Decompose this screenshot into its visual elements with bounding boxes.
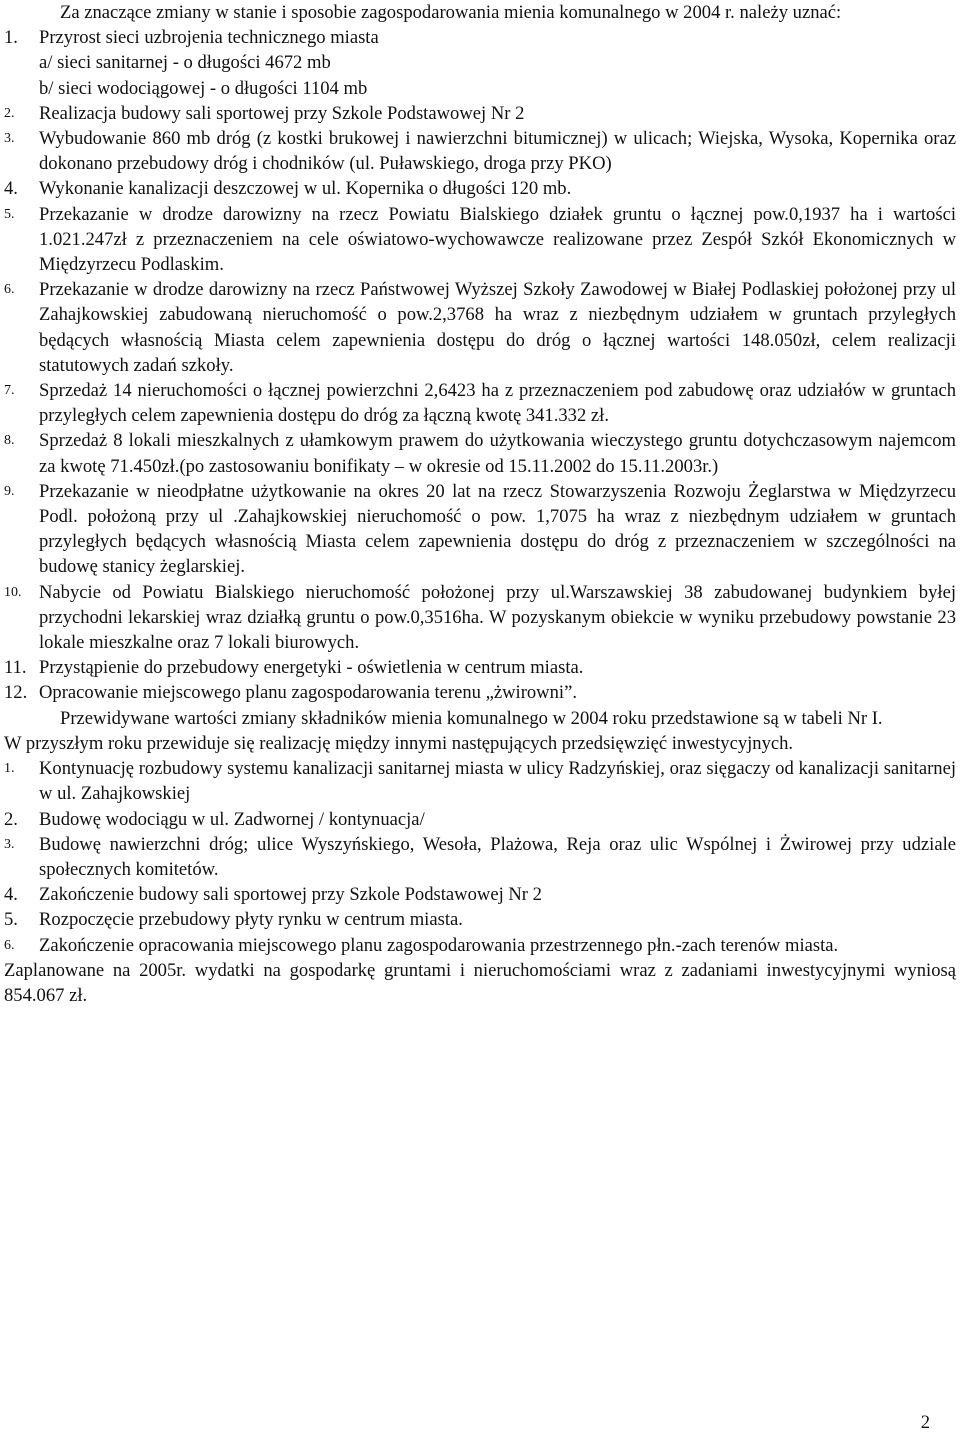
change-item-1-sub-b: b/ sieci wodociągowej - o długości 1104 mb [39,77,368,99]
list-text: Wybudowanie 860 mb dróg (z kostki brukowej i nawierzchni bitumicznej) w ulicach; Wiejska, Wysoka, Kopernika oraz dokonano przebudowy dróg i chodników (ul. Puławskiego, droga przy PKO) [39,128,956,175]
future-item-1 [4,756,956,806]
list-text: Przystąpienie do przebudowy energetyki - oświetlenia w centrum miasta. [39,657,584,679]
change-item-1 [4,25,956,50]
list-text: Sprzedaż 8 lokali mieszkalnych z ułamkowym prawem do użytkowania wieczystego gruntu dotychczasowym najemcom za kwotę 71.450zł.(po zastosowaniu bonifikaty – w okresie od 15.11.2002 do 15.11.2003r.) [39,430,956,477]
list-text: Realizacja budowy sali sportowej przy Szkole Podstawowej Nr 2 [39,102,525,124]
document-body [4,0,956,1008]
list-text: Zakończenie opracowania miejscowego planu zagospodarowania przestrzennego płn.-zach terenów miasta. [39,934,839,956]
future-item-3 [4,832,956,882]
change-item-5 [4,202,956,278]
future-item-2 [4,807,956,832]
list-number: 3. [4,836,15,852]
list-text: Nabycie od Powiatu Bialskiego nieruchomość położonej przy ul.Warszawskiej 38 zabudowanej budynkiem byłej przychodni lekarskiej wraz działką gruntu o pow.0,3516ha. W pozyskanym obiekcie w wyniku przebudowy powstanie 23 lokale mieszkalne oraz 7 lokali biurowych. [39,581,956,654]
list-text: Opracowanie miejscowego planu zagospodarowania terenu „żwirowni”. [39,682,577,704]
change-item-1-sub-a: a/ sieci sanitarnej - o długości 4672 mb [39,52,331,74]
list-number: 12. [4,682,28,704]
page-number: 2 [920,1412,930,1433]
list-number: 4. [4,884,18,906]
intro-paragraph: Za znaczące zmiany w stanie i sposobie zagospodarowania mienia komunalnego w 2004 r. należy uznać: [60,2,842,23]
change-item-7 [4,378,956,428]
future-item-4 [4,882,956,907]
list-number: 4. [4,178,18,200]
list-number: 2. [4,808,18,830]
list-number: 3. [4,131,15,147]
future-item-5 [4,907,956,932]
change-item-9 [4,479,956,580]
closing-paragraph: Zaplanowane na 2005r. wydatki na gospodarkę gruntami i nieruchomościami wraz z zadaniami inwestycyjnymi wyniosą 854.067 zł. [4,959,956,1006]
list-number: 10. [4,584,22,600]
list-text: Kontynuację rozbudowy systemu kanalizacji sanitarnej miasta w ulicy Radzyńskiej, oraz sięgaczy od kanalizacji sanitarnej w ul. Zahajkowskiej [39,758,956,805]
list-text: Zakończenie budowy sali sportowej przy Szkole Podstawowej Nr 2 [39,884,542,906]
list-number: 7. [4,383,15,399]
list-number: 9. [4,483,15,499]
change-item-4 [4,176,956,201]
list-number: 6. [4,937,15,953]
list-text: Sprzedaż 14 nieruchomości o łącznej powierzchni 2,6423 ha z przeznaczeniem pod zabudowę oraz udziałów w gruntach przyległych celem zapewnienia dostępu do dróg za łączną kwotę 341.332 zł. [39,380,956,427]
list-number: 2. [4,105,15,121]
list-text: Rozpoczęcie przebudowy płyty rynku w centrum miasta. [39,909,463,931]
list-number: 6. [4,282,15,298]
list-text: Przyrost sieci uzbrojenia technicznego miasta [39,27,379,49]
list-text: Budowę wodociągu w ul. Zadwornej / kontynuacja/ [39,808,425,830]
change-item-8 [4,428,956,478]
list-number: 1. [4,27,18,49]
list-text: Budowę nawierzchni dróg; ulice Wyszyńskiego, Wesoła, Plażowa, Reja oraz ulic Wspólnej i Żwirowej przy udziale społecznych komitetów. [39,833,956,880]
change-item-6 [4,277,956,378]
list-number: 8. [4,433,15,449]
change-item-3 [4,126,956,176]
forecast-paragraph: Przewidywane wartości zmiany składników mienia komunalnego w 2004 roku przedstawione są w tabeli Nr I. [60,707,883,729]
list-number: 1. [4,761,15,777]
future-item-6 [4,933,956,958]
list-text: Wykonanie kanalizacji deszczowej w ul. Kopernika o długości 120 mb. [39,178,572,200]
list-number: 5. [4,206,15,222]
list-text: Przekazanie w nieodpłatne użytkowanie na okres 20 lat na rzecz Stowarzyszenia Rozwoju Żeglarstwa w Międzyrzecu Podl. położoną przy ul .Zahajkowskiej nieruchomość o pow. 1,7075 ha wraz z niezbędnym udziałem w gruntach przyległych będących własnością Miasta celem zapewnienia dostępu do dróg z przeznaczeniem w szczególności na budowę stanicy żeglarskiej. [39,480,956,578]
change-item-11 [4,655,956,680]
change-item-2 [4,101,956,126]
list-text: Przekazanie w drodze darowizny na rzecz Powiatu Bialskiego działek gruntu o łącznej pow.0,1937 ha i wartości 1.021.247zł z przeznaczeniem na cele oświatowo-wychowawcze realizowane przez Zespół Szkół Ekonomicznych w Międzyrzecu Podlaskim. [39,203,956,276]
list-text: Przekazanie w drodze darowizny na rzecz Państwowej Wyższej Szkoły Zawodowej w Białej Podlaskiej położonej przy ul Zahajkowskiej zabudowaną nieruchomość o pow.2,3768 ha wraz z niezbędnym udziałem w gruntach przyległych będących własnością Miasta celem zapewnienia dostępu do dróg o łącznej wartości 148.050zł, celem realizacji statutowych zadań szkoły. [39,279,956,376]
list-number: 5. [4,909,18,931]
list-number: 11. [4,657,27,679]
future-intro-paragraph: W przyszłym roku przewiduje się realizację między innymi następujących przedsięwzięć inwestycyjnych. [4,732,794,754]
change-item-10 [4,580,956,656]
change-item-12 [4,680,956,705]
